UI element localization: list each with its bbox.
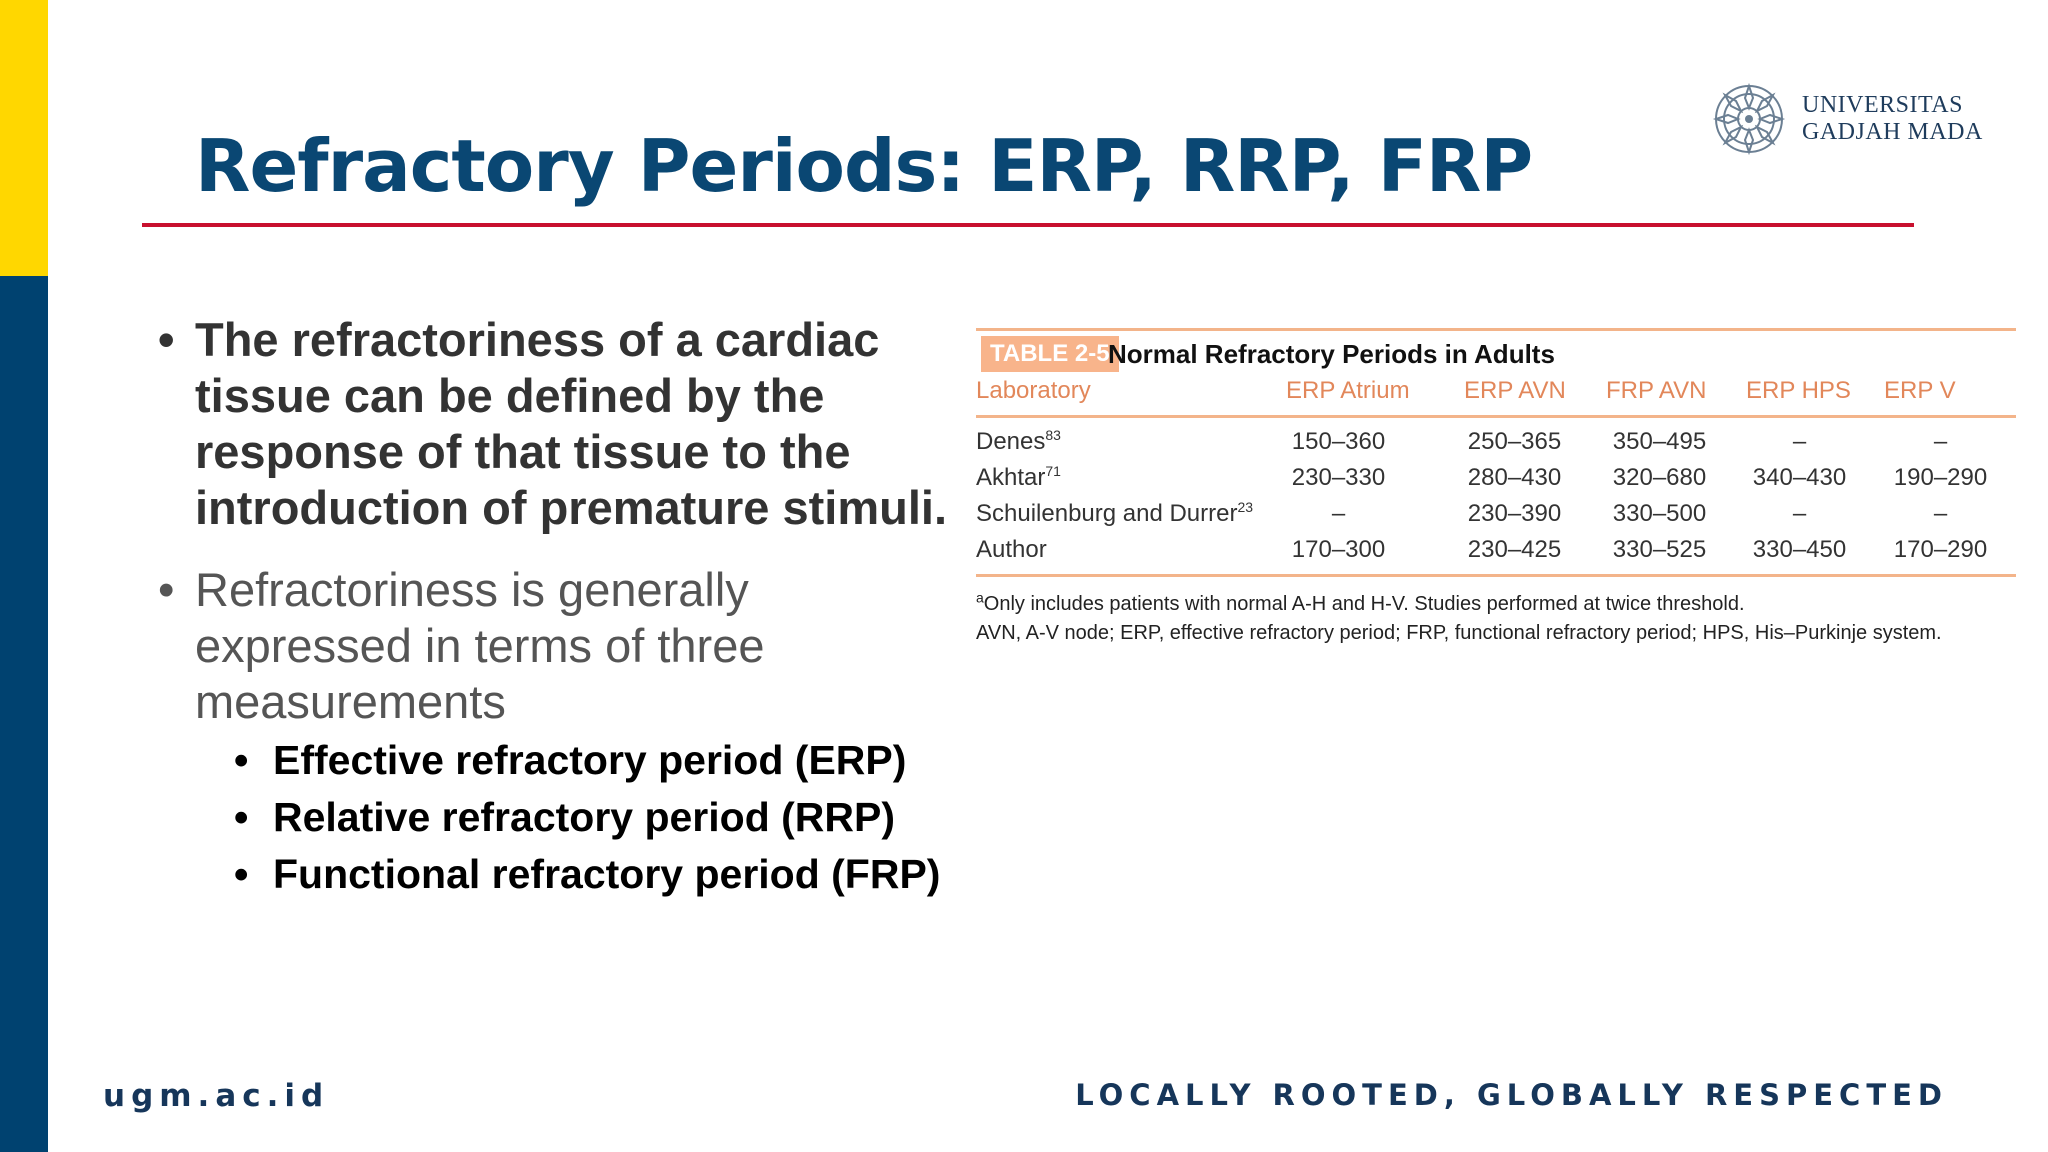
ref-superscript: 71 [1045, 463, 1061, 479]
table-header-cell: ERP V [1884, 377, 1956, 404]
table-cell: 330–450 [1752, 536, 1847, 563]
university-name [1802, 92, 1983, 146]
logo-line-1: UNIVERSITAS [1802, 92, 1963, 118]
table-cell: 330–500 [1612, 500, 1707, 527]
university-logo [1712, 82, 1983, 156]
table-cell: – [1792, 428, 1807, 455]
sub-bullet-item [150, 732, 950, 789]
table-cell: – [1933, 428, 1948, 455]
table-footnote [976, 590, 2016, 648]
bullet-list [150, 312, 950, 903]
footer-website: ugm.ac.id [103, 1078, 330, 1114]
table-row [976, 496, 2016, 532]
slide-title: Refractory Periods: ERP, RRP, FRP [195, 124, 1533, 208]
accent-bar-navy [0, 276, 48, 1152]
footnote-text: Only includes patients with normal A-H and H-V. Studies performed at twice threshold. [983, 593, 1745, 615]
table-top-rule [976, 328, 2016, 331]
table-row [976, 460, 2016, 496]
table-cell: 230–330 [1291, 464, 1386, 491]
table-header-cell: Laboratory [976, 377, 1091, 404]
table-bottom-rule [976, 574, 2016, 577]
table-row [976, 532, 2016, 568]
bullet-marker: • [234, 851, 249, 897]
bullet-marker: • [234, 794, 249, 840]
table-cell-lab [976, 424, 1061, 460]
sub-bullet-item [150, 846, 950, 903]
ref-superscript: 83 [1045, 427, 1061, 443]
bullet-marker: • [158, 313, 175, 366]
table-cell: 190–290 [1893, 464, 1988, 491]
bullet-marker: • [158, 563, 175, 616]
bullet-item [150, 312, 950, 536]
footnote-line-2: AVN, A-V node; ERP, effective refractory period; FRP, functional refractory period; HPS, His–Purkinje system. [976, 622, 1942, 644]
table-cell: 250–365 [1467, 428, 1562, 455]
table-header-row [976, 372, 2016, 410]
university-seal-icon [1712, 82, 1786, 156]
footnote-mark: a [976, 589, 984, 606]
table-cell-lab [976, 460, 1061, 496]
sub-bullet-list [150, 732, 950, 903]
table-cell: 230–390 [1467, 500, 1562, 527]
logo-line-2: GADJAH MADA [1802, 119, 1983, 145]
table-cell-lab [976, 532, 1047, 568]
table-cell: 150–360 [1291, 428, 1386, 455]
ref-superscript: 23 [1237, 499, 1254, 515]
table-cell-lab [976, 496, 1253, 532]
table-cell: 280–430 [1467, 464, 1562, 491]
table-title: Normal Refractory Periods in Adults [1108, 339, 1555, 369]
sub-bullet-text: Effective refractory period (ERP) [273, 737, 907, 783]
table-cell: 340–430 [1752, 464, 1847, 491]
lab-name: Schuilenburg and Durrer [976, 500, 1238, 527]
table-cell: – [1933, 500, 1948, 527]
table-cell: 330–525 [1612, 536, 1707, 563]
bullet-item [150, 562, 950, 730]
table-body [976, 424, 2016, 568]
sub-bullet-text: Functional refractory period (FRP) [273, 851, 941, 897]
table-cell: – [1792, 500, 1807, 527]
lab-name: Akhtar [976, 464, 1046, 491]
title-underline [142, 223, 1914, 227]
bullet-text: The refractoriness of a cardiac tissue can be defined by the response of that tissue to the introduction of premature stimuli. [195, 313, 948, 534]
table-cell: 230–425 [1467, 536, 1562, 563]
table-cell: 170–300 [1291, 536, 1386, 563]
accent-bar-yellow [0, 0, 48, 276]
footnote-line-1 [976, 590, 2016, 619]
table-cell: 320–680 [1612, 464, 1707, 491]
sub-bullet-text: Relative refractory period (RRP) [273, 794, 896, 840]
bullet-marker: • [234, 737, 249, 783]
table-cell: – [1331, 500, 1346, 527]
sub-bullet-item [150, 789, 950, 846]
table-header-cell: ERP Atrium [1286, 377, 1410, 404]
table-cell: 170–290 [1893, 536, 1988, 563]
bullet-text: Refractoriness is generally expressed in terms of three measurements [195, 563, 765, 728]
table-cell: 350–495 [1612, 428, 1707, 455]
table-header-rule [976, 415, 2016, 418]
table-row [976, 424, 2016, 460]
lab-name: Denes [976, 428, 1046, 455]
table-header-cell: ERP HPS [1746, 377, 1851, 404]
table-header-cell: FRP AVN [1606, 377, 1707, 404]
lab-name: Author [976, 536, 1047, 563]
footer-tagline: LOCALLY ROOTED, GLOBALLY RESPECTED [1075, 1078, 1948, 1112]
table-tag: TABLE 2-5 [981, 336, 1119, 372]
table-header-cell: ERP AVN [1464, 377, 1566, 404]
